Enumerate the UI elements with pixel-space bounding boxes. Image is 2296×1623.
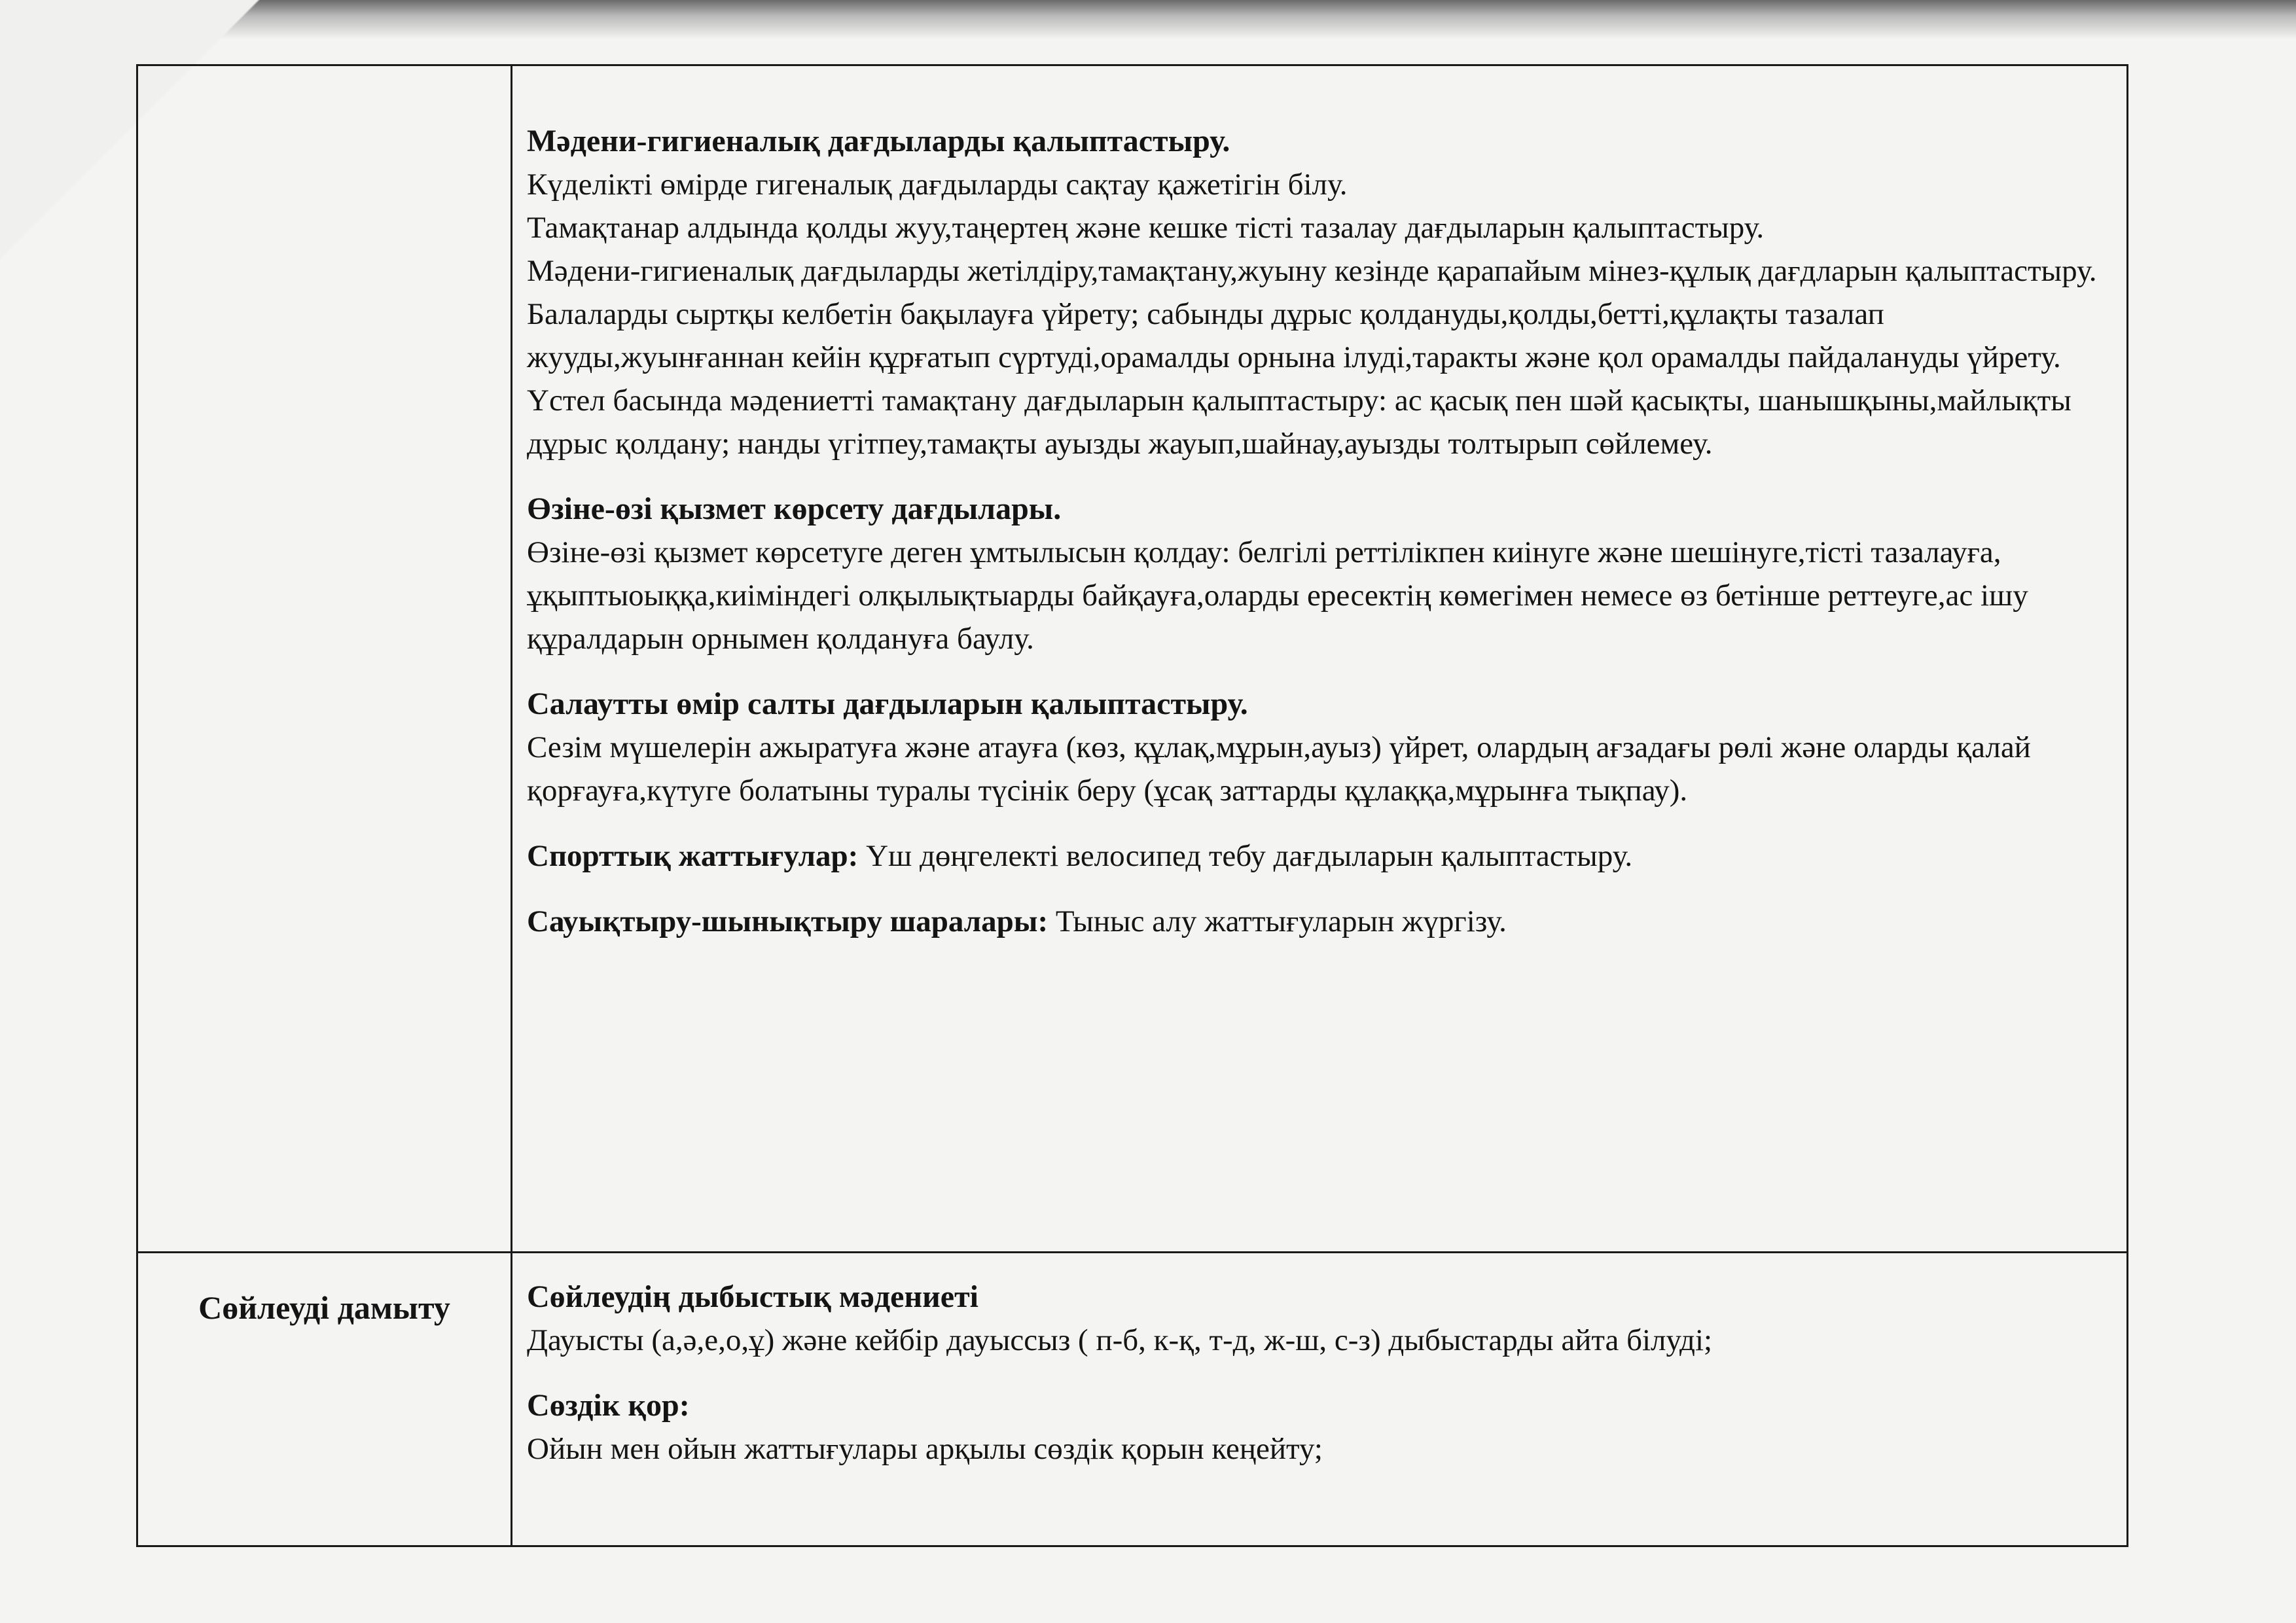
curriculum-table (136, 64, 2128, 1547)
health-measures-text: Тыныс алу жаттығуларын жүргізу. (1048, 904, 1507, 938)
sound-culture-block (527, 1275, 2100, 1362)
speech-development-label: Сөйлеуді дамыту (198, 1289, 450, 1326)
sports-exercises-label: Спорттық жаттығулар: (527, 839, 859, 873)
healthy-lifestyle-para-1: Сезім мүшелерін ажыратуға және атауға (көз, құлақ,мұрын,ауыз) үйрет, олардың ағзадағы рөлі және оларды қалай қорғауға,күтуге болатыны туралы түсінік беру (ұсақ заттарды құлаққа,мұрынға тықпау). (527, 730, 2031, 808)
vocabulary-block (527, 1384, 2100, 1471)
sports-exercises-line (527, 834, 2100, 878)
row1-left-cell (138, 66, 512, 1253)
vocabulary-para-1: Ойын мен ойын жаттығулары арқылы сөздік қорын кеңейту; (527, 1432, 1323, 1466)
row2-content-cell (512, 1253, 2126, 1545)
scan-top-shadow (0, 0, 2296, 39)
healthy-lifestyle-block (527, 683, 2100, 812)
vocabulary-heading: Сөздік қор: (527, 1388, 690, 1423)
health-measures-line (527, 900, 2100, 943)
sound-culture-heading: Сөйлеудің дыбыстық мәдениеті (527, 1279, 978, 1314)
hygiene-para-3: Мәдени-гигиеналық дағдыларды жетілдіру,тамақтану,жуыну кезінде қарапайым мінез-құлық дағдларын қалыптастыру. (527, 254, 2097, 288)
healthy-lifestyle-heading: Салаутты өмір салты дағдыларын қалыптастыру. (527, 687, 1248, 721)
hygiene-heading: Мәдени-гигиеналық дағдыларды қалыптастыру. (527, 124, 1230, 158)
sound-culture-para-1: Дауысты (а,ә,е,о,ұ) және кейбір дауыссыз ( п-б, к-қ, т-д, ж-ш, с-з) дыбыстарды айта білуді; (527, 1323, 1713, 1357)
self-service-block (527, 488, 2100, 660)
hygiene-para-1: Күделікті өмірде гигеналық дағдыларды сақтау қажетігін білу. (527, 168, 1348, 202)
self-service-heading: Өзіне-өзі қызмет көрсету дағдылары. (527, 491, 1062, 526)
row2-left-cell (138, 1253, 512, 1545)
health-measures-label: Сауықтыру-шынықтыру шаралары: (527, 904, 1049, 938)
hygiene-para-4: Балаларды сыртқы келбетін бақылауға үйрету; сабынды дұрыс қолдануды,қолды,бетті,құлақты тазалап жууды,жуынғаннан кейін құрғатып сүртуді,орамалды орнына ілуді,таракты және қол орамалды пайдалануды үйрету. (527, 297, 2061, 374)
hygiene-para-2: Тамақтанар алдында қолды жуу,таңертең және кешке тісті тазалау дағдыларын қалыптастыру. (527, 211, 1765, 245)
hygiene-para-5: Үстел басында мәдениетті тамақтану дағдыларын қалыптастыру: ас қасық пен шәй қасықты, шанышқыны,майлықты дұрыс қолдану; нанды үгітпеу,тамақты ауызды жауып,шайнау,ауызды толтырып сөйлемеу. (527, 383, 2072, 461)
sports-exercises-text: Үш дөңгелекті велосипед тебу дағдыларын қалыптастыру. (858, 839, 1633, 873)
row1-content-cell (512, 66, 2126, 1253)
hygiene-block (527, 120, 2100, 465)
self-service-para-1: Өзіне-өзі қызмет көрсетуге деген ұмтылысын қолдау: белгілі реттілікпен киінуге және шешінуге,тісті тазалауға, ұқыптыоыққа,киіміндегі олқылықтыарды байқауға,оларды ересектің көмегімен немесе өз бетінше реттеуге,ас ішу құралдарын орнымен қолдануға баулу. (527, 535, 2028, 656)
